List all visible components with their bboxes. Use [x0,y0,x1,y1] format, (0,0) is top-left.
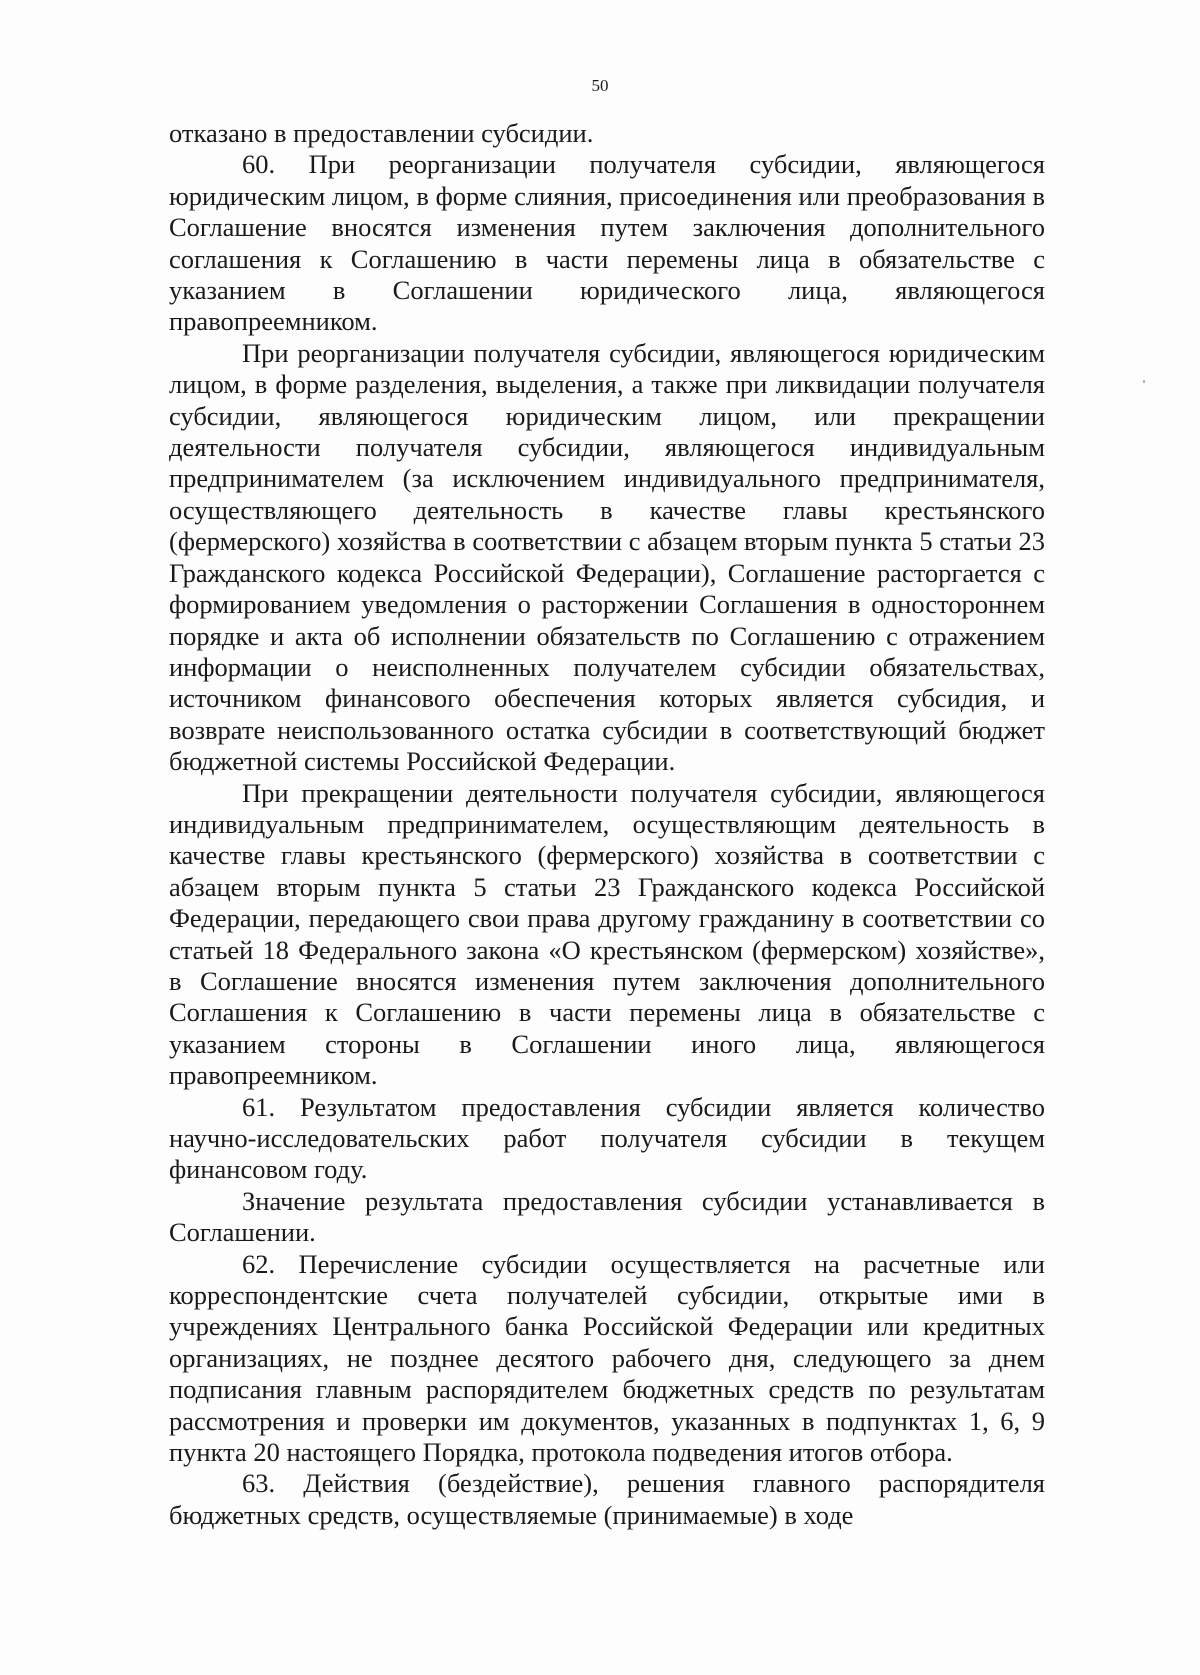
paragraph-63: 63. Действия (бездействие), решения главного распорядителя бюджетных средств, осуществляемые (принимаемые) в ходе [169,1468,1045,1530]
paragraph-62: 62. Перечисление субсидии осуществляется на расчетные или корреспондентские счета получателей субсидии, открытые ими в учреждениях Центрального банка Российской Федерации или кредитных организациях, не позднее десятого рабочего дня, следующего за днем подписания главным распорядителем бюджетных средств по результатам рассмотрения и проверки им документов, указанных в подпунктах 1, 6, 9 пункта 20 настоящего Порядка, протокола подведения итогов отбора. [169,1248,1045,1468]
page-number: 50 [591,76,609,95]
paragraph-60-reorganization: При реорганизации получателя субсидии, являющегося юридическим лицом, в форме разделения, выделения, а также при ликвидации получателя субсидии, являющегося юридическим лицом, или прекращении деятельности получателя субсидии, являющегося индивидуальным предпринимателем (за исключением индивидуального предпринимателя, осуществляющего деятельность в качестве главы крестьянского (фермерского) хозяйства в соответствии с абзацем вторым пункта 5 статьи 23 Гражданского кодекса Российской Федерации), Соглашение расторгается с формированием уведомления о расторжении Соглашения в одностороннем порядке и акта об исполнении обязательств по Соглашению с отражением информации о неисполненных получателем субсидии обязательствах, источником финансового обеспечения которых является субсидия, и возврате неиспользованного остатка субсидии в соответствующий бюджет бюджетной системы Российской Федерации. [169,337,1045,777]
paragraph-61: 61. Результатом предоставления субсидии является количество научно-исследовательских работ получателя субсидии в текущем финансовом году. [169,1091,1045,1185]
paragraph-61-value: Значение результата предоставления субсидии устанавливается в Соглашении. [169,1185,1045,1248]
paragraph-continuation: отказано в предоставлении субсидии. [169,118,594,148]
scan-artifact [1143,380,1145,383]
document-body [169,118,1045,1531]
paragraph-60: 60. При реорганизации получателя субсидии, являющегося юридическим лицом, в форме слияния, присоединения или преобразования в Соглашение вносятся изменения путем заключения дополнительного соглашения к Соглашению в части перемены лица в обязательстве с указанием в Соглашении юридического лица, являющегося правопреемником. [169,149,1045,337]
paragraph-60-farm-head: При прекращении деятельности получателя субсидии, являющегося индивидуальным предпринимателем, осуществляющим деятельность в качестве главы крестьянского (фермерского) хозяйства в соответствии с абзацем вторым пункта 5 статьи 23 Гражданского кодекса Российской Федерации, передающего свои права другому гражданину в соответствии со статьей 18 Федерального закона «О крестьянском (фермерском) хозяйстве», в Соглашение вносятся изменения путем заключения дополнительного Соглашения к Соглашению в части перемены лица в обязательстве с указанием стороны в Соглашении иного лица, являющегося правопреемником. [169,777,1045,1091]
